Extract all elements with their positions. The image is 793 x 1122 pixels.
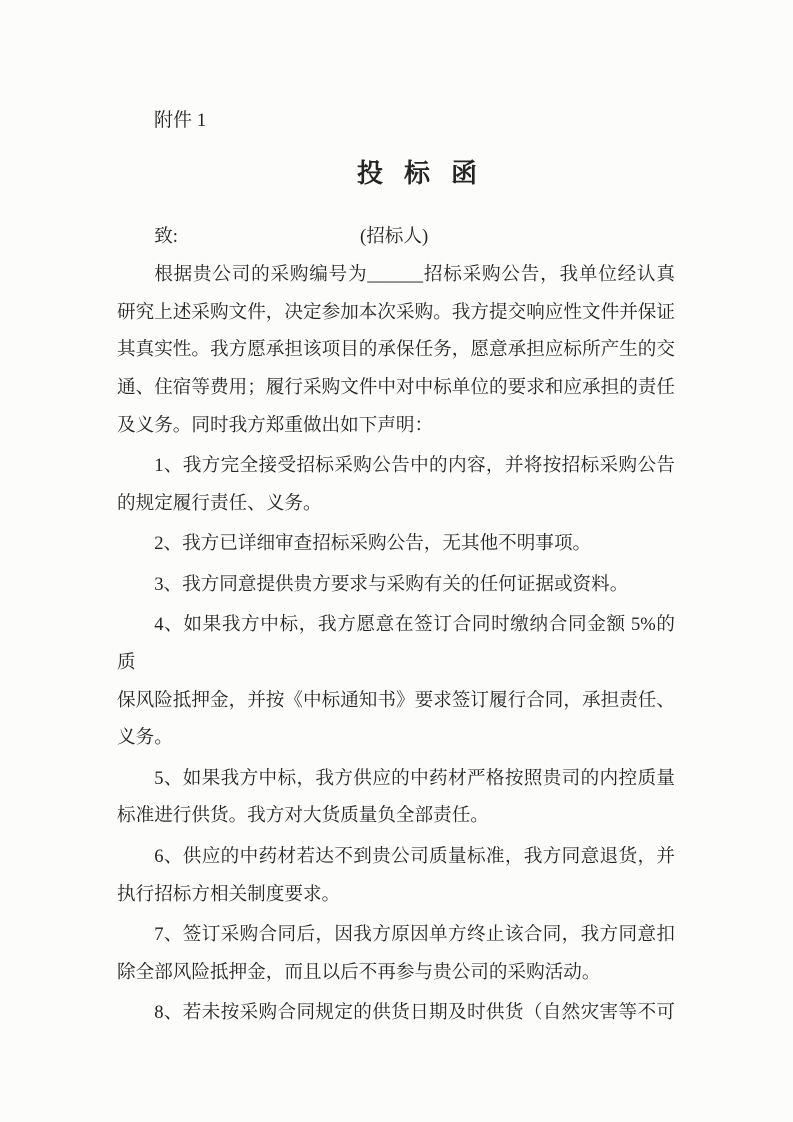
doc-line-item-7: 7、签订采购合同后，因我方原因单方终止该合同，我方同意扣 [154,923,675,945]
doc-line: 标准进行供货。我方对大货质量负全部责任。 [117,805,489,827]
doc-line: 及义务。同时我方郑重做出如下声明： [117,414,434,436]
doc-line: 通、住宿等费用；履行采购文件中对中标单位的要求和应承担的责任 [117,377,675,399]
document-title: 投标函 [357,159,499,189]
salutation-line [117,218,675,256]
doc-line-item-1: 1、我方完全接受招标采购公告中的内容，并将按招标采购公告 [154,455,675,477]
doc-line-item-3: 3、我方同意提供贵方要求与采购有关的任何证据或资料。 [154,573,629,595]
attachment-label: 附件 1 [154,110,207,131]
doc-line-item-8: 8、若未按采购合同规定的供货日期及时供货（自然灾害等不可 [154,1001,675,1023]
doc-line: 研究上述采购文件，决定参加本次采购。我方提交响应性文件并保证 [117,301,675,323]
doc-line: 根据贵公司的采购编号为______招标采购公告，我单位经认真 [154,263,675,285]
salutation-label: 致: [154,226,178,247]
doc-line: 除全部风险抵押金，而且以后不再参与贵公司的采购活动。 [117,961,601,983]
doc-line: 的规定履行责任、义务。 [117,493,322,515]
doc-line-item-5: 5、如果我方中标，我方供应的中药材严格按照贵司的内控质量 [154,767,675,789]
doc-line-item-6: 6、供应的中药材若达不到贵公司质量标准，我方同意退货，并 [154,845,675,867]
doc-line-item-4: 4、如果我方中标，我方愿意在签订合同时缴纳合同金额 5%的质 [117,613,675,673]
doc-line: 义务。 [117,727,173,749]
doc-line: 保风险抵押金，并按《中标通知书》要求签订履行合同，承担责任、 [117,689,675,711]
recipient-placeholder: (招标人) [360,226,429,247]
document-body [117,218,675,1032]
doc-line-item-2: 2、我方已详细审查招标采购公告，无其他不明事项。 [154,533,592,555]
doc-line: 其真实性。我方愿承担该项目的承保任务，愿意承担应标所产生的交 [117,339,675,361]
doc-line: 执行招标方相关制度要求。 [117,883,341,905]
